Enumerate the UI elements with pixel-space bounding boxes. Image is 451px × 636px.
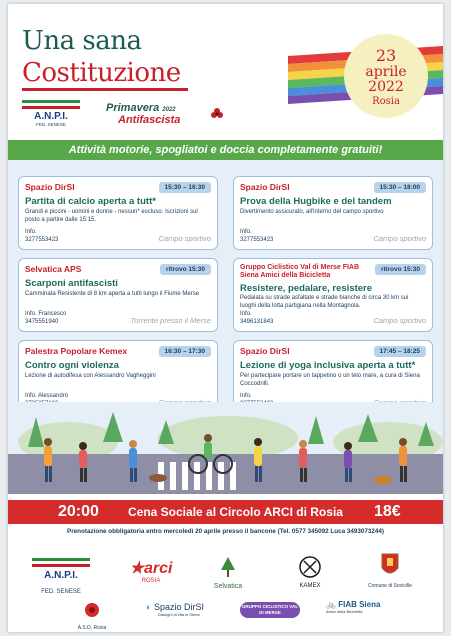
event-info-label: Info. Francesco (25, 311, 67, 317)
date-month: aprile (365, 64, 407, 80)
event-info-label: Info. (240, 311, 252, 317)
primavera-line1: Primavera (106, 102, 160, 114)
event-title: Resistere, pedalare, resistere (240, 283, 373, 294)
event-org: Gruppo Ciclistico Val di Merse FIAB Siena Amici della Bicicletta (240, 264, 360, 279)
coat-of-arms-icon (380, 552, 400, 578)
event-place: Campo sportivo (158, 234, 211, 243)
park-illustration (8, 402, 443, 494)
bicycle-icon: 🚲 (326, 600, 336, 609)
dinner-text: Cena Sociale al Circolo ARCI di Rosia (128, 505, 343, 519)
spazio-dirsi-logo (146, 602, 216, 617)
anpi-logo-label: A.N.P.I. (34, 111, 68, 122)
date-year: 2022 (368, 79, 404, 95)
event-title: Contro ogni violenza (25, 360, 119, 371)
event-info-label: Info. (240, 229, 252, 235)
event-title: Partita di calcio aperta a tutt* (25, 196, 156, 207)
dinner-price: 18€ (374, 503, 401, 520)
anpi-footer-label: A.N.P.I. (44, 570, 78, 581)
event-description: Per partecipare portare un tappetino o un telo mare, a cura di Siena Coccodrilli. (240, 373, 420, 387)
fiab-siena-logo (326, 600, 402, 614)
event-time: 16:30 – 17:30 (159, 346, 211, 357)
event-info-phone: 3277553423 (240, 237, 274, 243)
tree-icon (217, 556, 239, 578)
event-card-scarponi (18, 258, 218, 332)
anpi-footer-logo (32, 558, 90, 595)
anpi-logo (22, 100, 80, 128)
free-activities-banner: Attività motorie, spogliatoi e doccia completamente gratuiti! (8, 140, 443, 160)
event-card-hugbike (233, 176, 433, 250)
sovicille-logo (368, 552, 412, 589)
event-description: Pedalata su strade asfaltate e strade bianche di circa 30 km sui luoghi della lotta partigiana nella Montagnola. (240, 295, 409, 309)
event-description: Lezione di autodifesa con Alessandro Vagheggini (25, 373, 156, 379)
date-place: Rosia (372, 96, 400, 107)
event-time: 17:45 – 18:25 (374, 346, 426, 357)
rose-icon (81, 602, 103, 620)
sovicille-logo-label: Comune di Sovicille (368, 583, 412, 589)
title-line-1: Una sana (22, 26, 142, 56)
event-description: Camminata Resistente di 8 km aperta a tutti lungo il Fiume Merse (25, 291, 200, 297)
event-info-phone: 3277553423 (25, 237, 59, 243)
event-title: Prova della Hugbike e del tandem (240, 196, 392, 207)
event-place: Campo sportivo (373, 234, 426, 243)
asd-rosia-logo (70, 602, 114, 631)
fiab-siena-logo-sub: Amici della Bicicletta (326, 609, 363, 614)
event-time: ritrovo 15:30 (160, 264, 211, 275)
title-underline (22, 88, 188, 91)
event-org: Spazio DirSI (240, 346, 290, 356)
primavera-year: 2022 (162, 107, 176, 113)
booking-note: Prenotazione obbligatoria entro mercoledì 20 aprile presso il bancone (Tel. 0577 345092 Luca 3493073244) (67, 528, 384, 535)
event-info-phone: 3475551940 (25, 319, 59, 325)
event-card-pedalata (233, 258, 433, 332)
dinner-time: 20:00 (58, 503, 99, 520)
kamex-logo-label: KAMEX (299, 583, 321, 589)
event-info-label: Info. (25, 229, 37, 235)
spazio-dirsi-logo-label: Spazio DirSI (153, 602, 204, 612)
flower-icon (210, 107, 224, 121)
arci-logo-label: arci (143, 560, 173, 577)
kamex-logo (290, 556, 330, 589)
event-place: Torrente presso il Merse (130, 316, 211, 325)
anpi-flag-icon (32, 558, 90, 584)
poster (8, 4, 443, 632)
selvatica-logo (206, 556, 250, 590)
spazio-dirsi-logo-sub: Dialoghi di vita in Siena (158, 612, 200, 617)
date-badge (344, 34, 428, 118)
dinner-banner (8, 500, 443, 524)
primavera-logo (106, 102, 216, 126)
arci-logo: ★arci ROSIA (126, 558, 176, 584)
arci-logo-sub: ROSIA (141, 578, 161, 584)
event-description: Divertimento assicurato, all'interno del campo sportivo (240, 209, 384, 215)
gc-val-di-merse-logo (240, 602, 300, 618)
anpi-footer-sub: FED. SENESE (41, 589, 81, 595)
event-org: Spazio DirSI (25, 182, 75, 192)
event-info-label: Info. Alessandro (25, 393, 69, 399)
anpi-logo-sub: FED. SENESE (36, 122, 66, 127)
event-info-label: Info. (240, 393, 252, 399)
gc-val-di-merse-logo-label: GRUPPO CICLISTICO VAL DI MERSE (241, 604, 299, 615)
spazio-dirsi-icon: ◐ (146, 602, 152, 612)
event-time: ritrovo 15:30 (375, 264, 426, 275)
event-info-phone: 3496131843 (240, 319, 274, 325)
date-day: 23 (375, 46, 397, 65)
primavera-line2: Antifascista (118, 114, 181, 126)
event-time: 15:30 – 18:00 (374, 182, 426, 193)
event-org: Palestra Popolare Kemex (25, 346, 128, 356)
event-time: 15:30 – 16:30 (159, 182, 211, 193)
event-org: Selvatica APS (25, 264, 82, 274)
event-org: Spazio DirSI (240, 182, 290, 192)
event-title: Scarponi antifascisti (25, 278, 118, 289)
asd-rosia-logo-label: A.S.D. Rosia (77, 625, 107, 631)
fiab-siena-logo-label: FIAB Siena (338, 600, 381, 609)
event-description: Grandi e piccini - uomini e donne - nessun* escluso. Iscrizioni sul posto a partire dalle 15:15. (25, 209, 198, 223)
selvatica-logo-label: Selvatica (213, 583, 243, 590)
event-place: Campo sportivo (373, 316, 426, 325)
kamex-emblem-icon (299, 556, 321, 578)
title-line-2: Costituzione (22, 58, 181, 88)
event-card-calcio (18, 176, 218, 250)
event-title: Lezione di yoga inclusiva aperta a tutt* (240, 360, 416, 371)
